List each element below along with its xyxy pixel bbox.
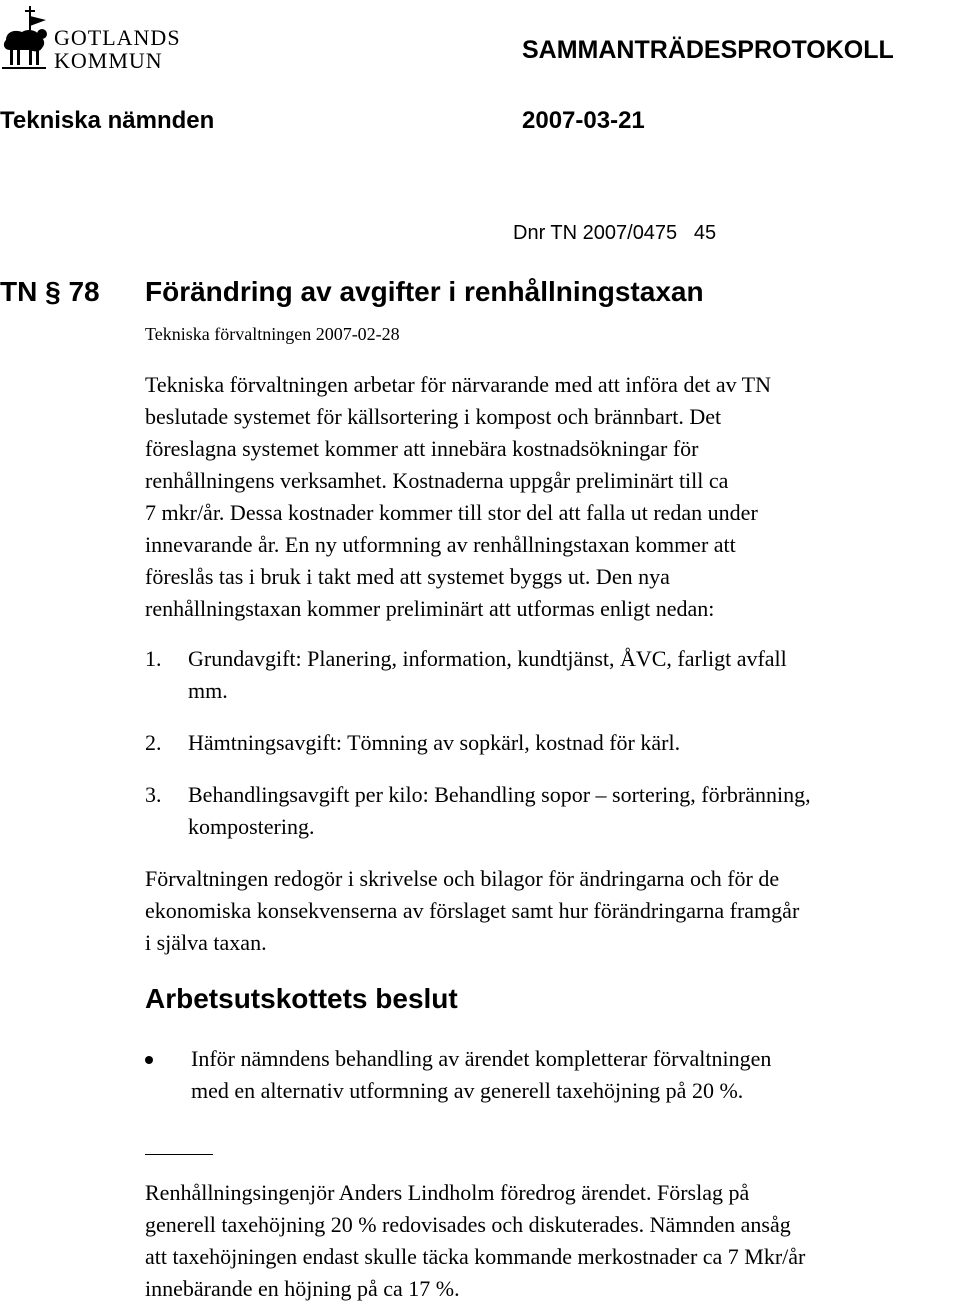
paragraph-line: ekonomiska konsekvenserna av förslaget samt hur förändringarna framgår	[145, 898, 800, 923]
list-item-line: kompostering.	[188, 814, 315, 839]
logo-text-line-1: GOTLANDS	[54, 25, 181, 50]
list-item-line: Grundavgift: Planering, information, kundtjänst, ÅVC, farligt avfall	[188, 646, 787, 671]
paragraph-line: Förvaltningen redogör i skrivelse och bilagor för ändringarna och för de	[145, 866, 780, 891]
bullet-line: med en alternativ utformning av generell taxehöjning på 20 %.	[191, 1078, 744, 1103]
list-item-line: mm.	[188, 678, 228, 703]
summary-paragraph	[145, 863, 960, 959]
paragraph-line: Renhållningsingenjör Anders Lindholm föredrog ärendet. Förslag på	[145, 1180, 750, 1205]
paragraph-line: renhållningstaxan kommer preliminärt att utformas enligt nedan:	[145, 596, 715, 621]
source-reference: Tekniska förvaltningen 2007-02-28	[145, 324, 400, 344]
meeting-date: 2007-03-21	[522, 107, 645, 134]
paragraph-line: beslutade systemet för källsortering i kompost och brännbart. Det	[145, 404, 722, 429]
list-number: 3.	[145, 782, 162, 807]
bullet-icon	[145, 1056, 153, 1064]
logo-text-line-2: KOMMUN	[54, 48, 163, 73]
paragraph-line: att taxehöjningen endast skulle täcka kommande merkostnader ca 7 Mkr/år	[145, 1244, 806, 1269]
section-number: TN § 78	[0, 276, 100, 307]
document-type: SAMMANTRÄDESPROTOKOLL	[522, 36, 894, 64]
list-number: 1.	[145, 646, 162, 671]
list-item-line: Hämtningsavgift: Tömning av sopkärl, kostnad för kärl.	[188, 730, 681, 755]
municipality-logo	[0, 0, 190, 76]
paragraph-line: innevarande år. En ny utformning av renhållningstaxan kommer att	[145, 532, 736, 557]
paragraph-line: renhållningens verksamhet. Kostnaderna uppgår preliminärt till ca	[145, 468, 729, 493]
paragraph-line: generell taxehöjning 20 % redovisades och diskuterades. Nämnden ansåg	[145, 1212, 791, 1237]
paragraph-line: föreslås tas i bruk i takt med att systemet byggs ut. Den nya	[145, 564, 670, 589]
decision-heading: Arbetsutskottets beslut	[145, 983, 458, 1014]
case-reference-number: Dnr TN 2007/0475 45	[513, 222, 717, 244]
bullet-line: Inför nämndens behandling av ärendet kompletterar förvaltningen	[191, 1046, 772, 1071]
intro-paragraph	[145, 369, 960, 625]
closing-paragraph	[145, 1177, 960, 1305]
paragraph-line: 7 mkr/år. Dessa kostnader kommer till stor del att falla ut redan under	[145, 500, 758, 525]
section-title: Förändring av avgifter i renhållningstaxan	[145, 276, 704, 307]
section-divider	[145, 1154, 213, 1155]
lamb-emblem-icon	[0, 2, 52, 74]
paragraph-line: föreslagna systemet kommer att innebära kostnadsökningar för	[145, 436, 699, 461]
paragraph-line: i själva taxan.	[145, 930, 267, 955]
paragraph-line: Tekniska förvaltningen arbetar för närvarande med att införa det av TN	[145, 372, 772, 397]
list-item-line: Behandlingsavgift per kilo: Behandling sopor – sortering, förbränning,	[188, 782, 811, 807]
board-name: Tekniska nämnden	[0, 107, 215, 134]
paragraph-line: innebärande en höjning på ca 17 %.	[145, 1276, 460, 1301]
list-number: 2.	[145, 730, 162, 755]
